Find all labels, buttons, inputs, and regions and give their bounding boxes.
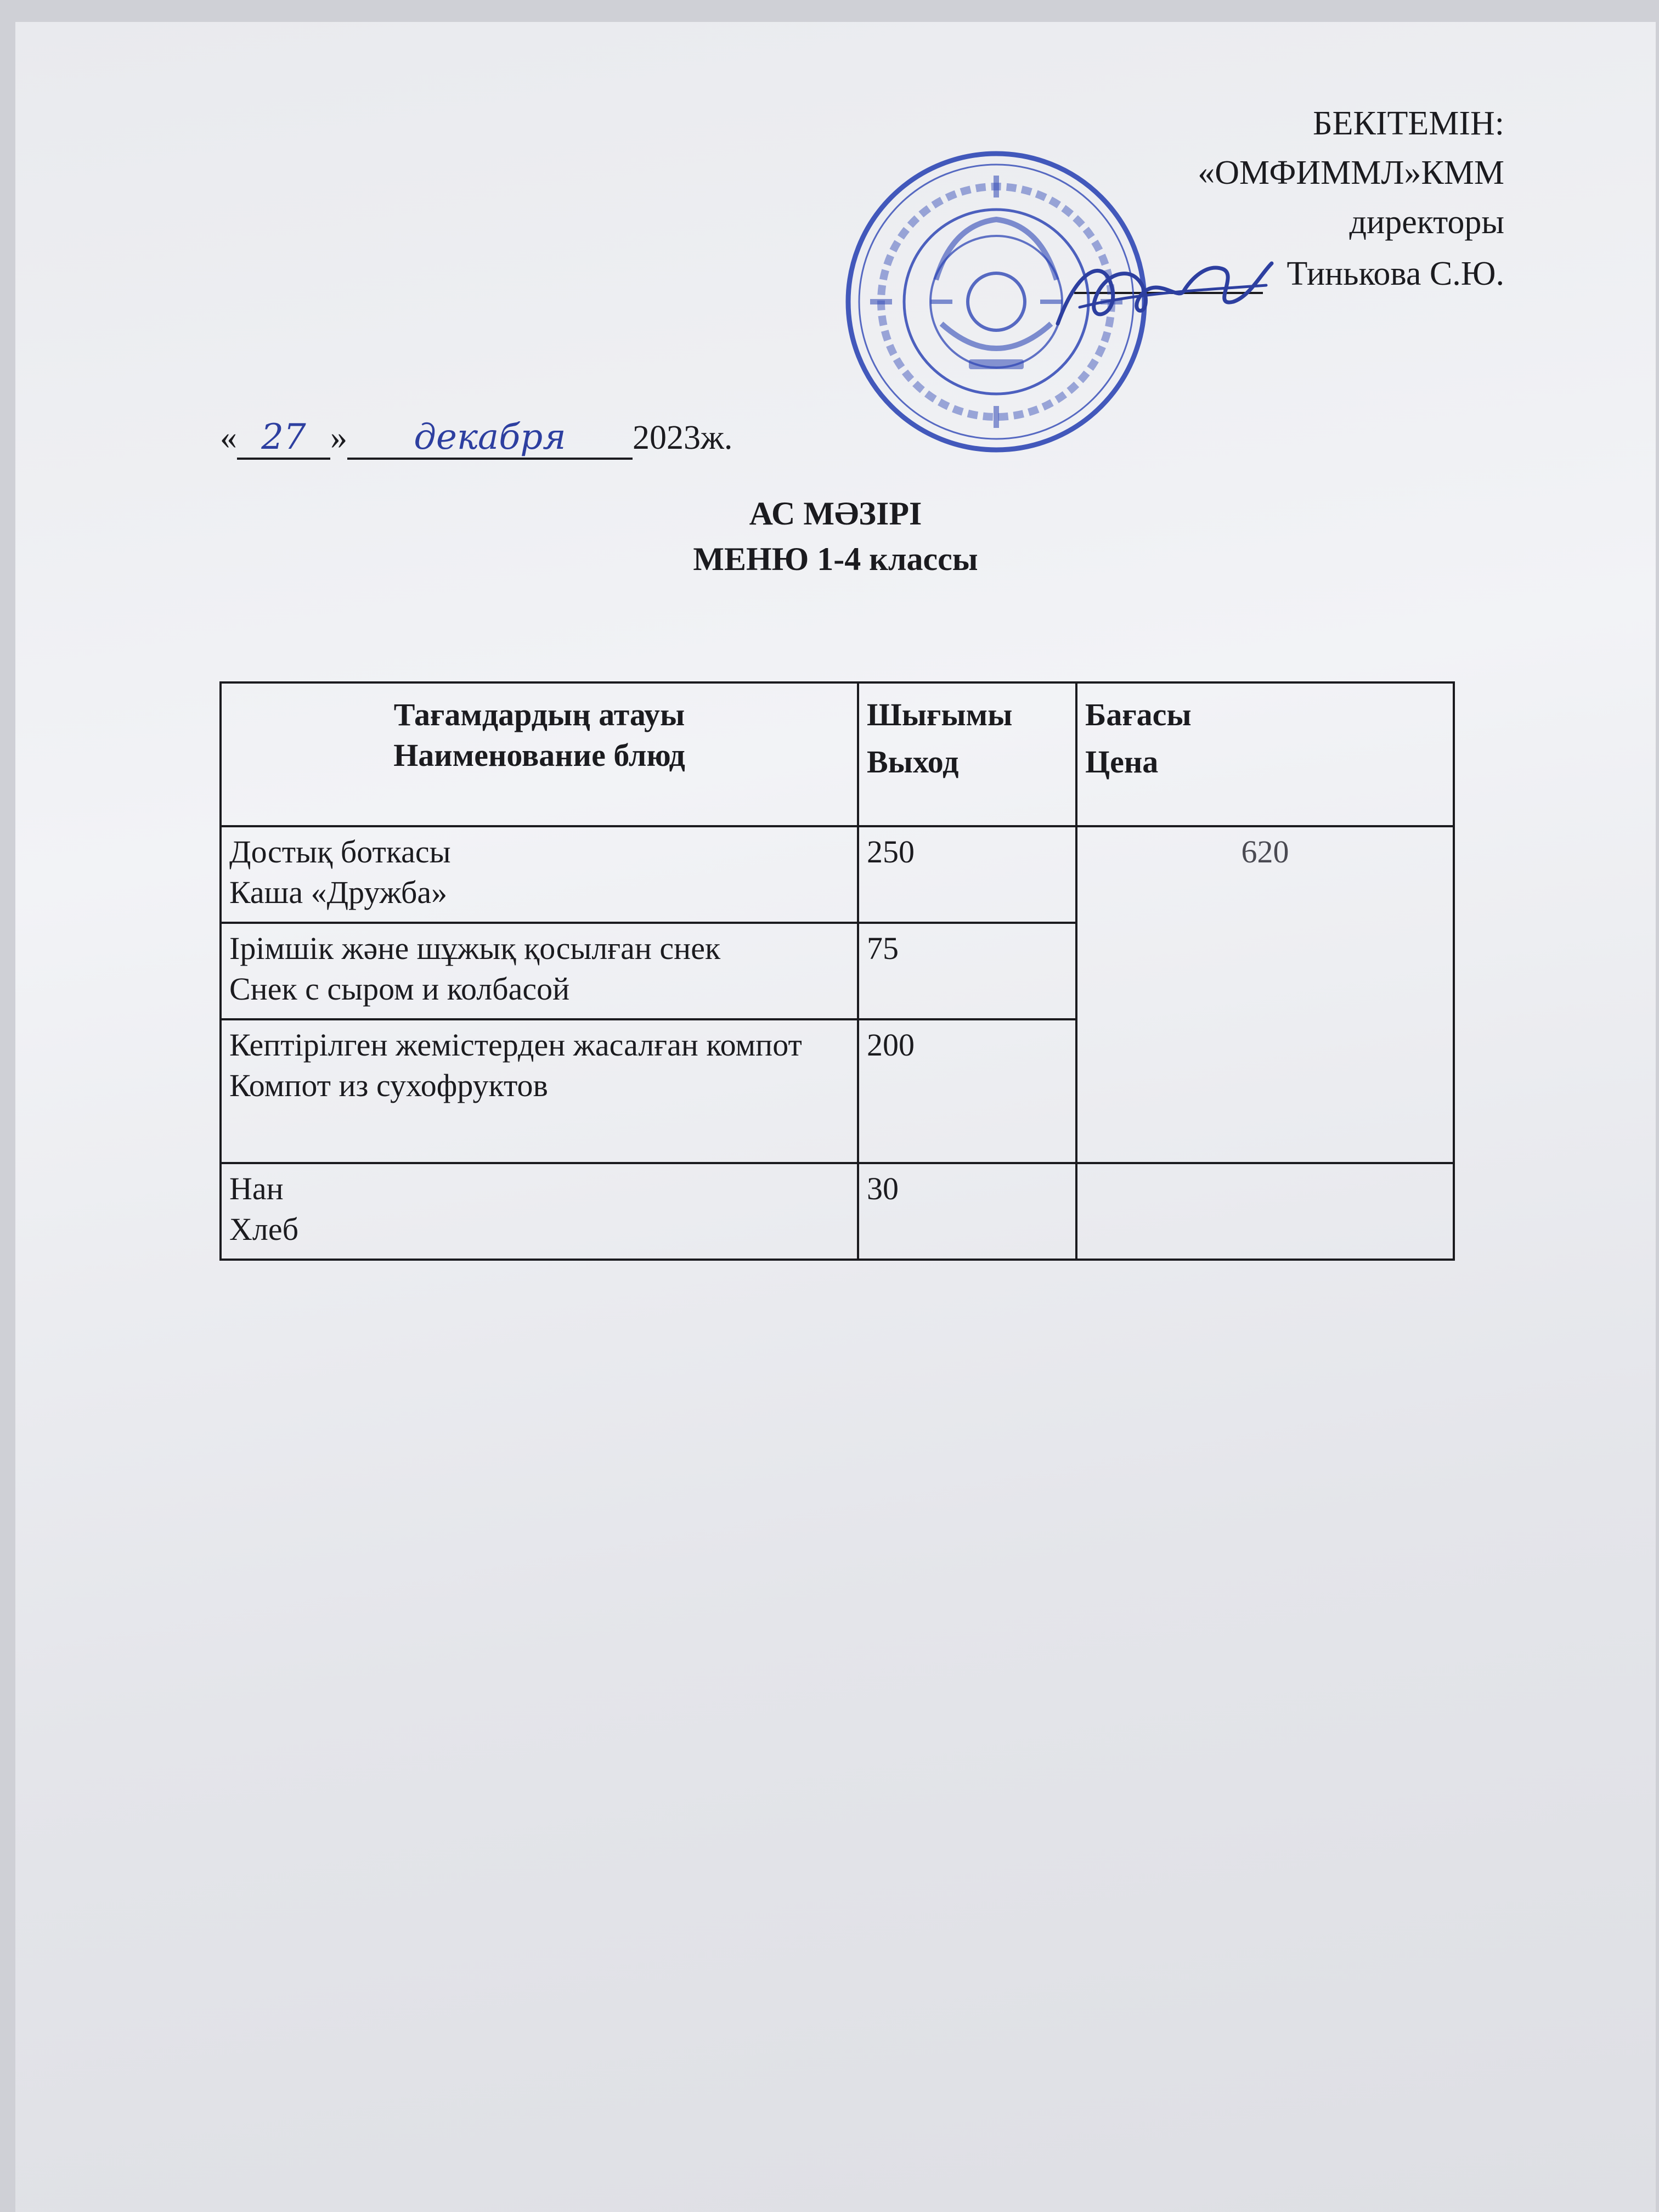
header-dish-name-ru: Наименование блюд <box>393 737 685 774</box>
table-row <box>221 1163 1454 1260</box>
empty-price-cell <box>1076 1163 1454 1260</box>
document-date <box>220 417 732 460</box>
approval-position: директоры <box>1349 204 1504 241</box>
dish-output: 75 <box>858 923 1076 1019</box>
date-month: декабря <box>414 417 566 458</box>
header-price <box>1076 682 1454 826</box>
header-price-kz: Бағасы <box>1085 697 1192 732</box>
dish-output: 250 <box>858 826 1076 923</box>
menu-table <box>219 681 1455 1261</box>
dish-name-ru: Снек с сыром и колбасой <box>229 971 570 1007</box>
approval-heading: БЕКІТЕМІН: <box>1313 105 1504 142</box>
dish-name-kz: Кептірілген жемістерден жасалған компот <box>229 1027 802 1063</box>
header-output-kz: Шығымы <box>867 697 1013 732</box>
handwritten-signature <box>1047 241 1277 351</box>
header-dish-name-kz: Тағамдардың атауы <box>393 697 685 732</box>
header-price-ru: Цена <box>1085 744 1159 780</box>
dish-name-cell <box>221 1163 858 1260</box>
dish-name-ru: Хлеб <box>229 1211 299 1248</box>
date-day: 27 <box>261 417 306 458</box>
dish-name-cell <box>221 826 858 923</box>
header-output-ru: Выход <box>867 744 959 780</box>
title-ru: МЕНЮ 1-4 классы <box>693 541 978 577</box>
header-output <box>858 682 1076 826</box>
dish-name-cell <box>221 923 858 1019</box>
title-kz: АС МӘЗІРІ <box>749 495 922 532</box>
date-open-quote: « <box>220 419 237 456</box>
approval-organization: «ОМФИММЛ»КММ <box>1198 154 1504 191</box>
dish-name-kz: Ірімшік және шұжық қосылған снек <box>229 930 721 966</box>
table-row <box>221 826 1454 923</box>
dish-name-ru: Компот из сухофруктов <box>229 1068 548 1104</box>
table-header-row <box>221 682 1454 826</box>
dish-name-cell <box>221 1019 858 1163</box>
dish-name-kz: Достық боткасы <box>229 834 451 870</box>
dish-output: 200 <box>858 1019 1076 1163</box>
dish-name-kz: Нан <box>229 1171 284 1206</box>
header-dish-name <box>221 682 858 826</box>
dish-name-ru: Каша «Дружба» <box>229 874 448 911</box>
menu-document <box>15 22 1656 2212</box>
date-year: 2023ж. <box>633 419 733 456</box>
set-price: 620 <box>1076 826 1454 1163</box>
dish-output: 30 <box>858 1163 1076 1260</box>
approval-signatory: Тинькова С.Ю. <box>1286 255 1504 292</box>
date-close-quote: » <box>330 419 347 456</box>
